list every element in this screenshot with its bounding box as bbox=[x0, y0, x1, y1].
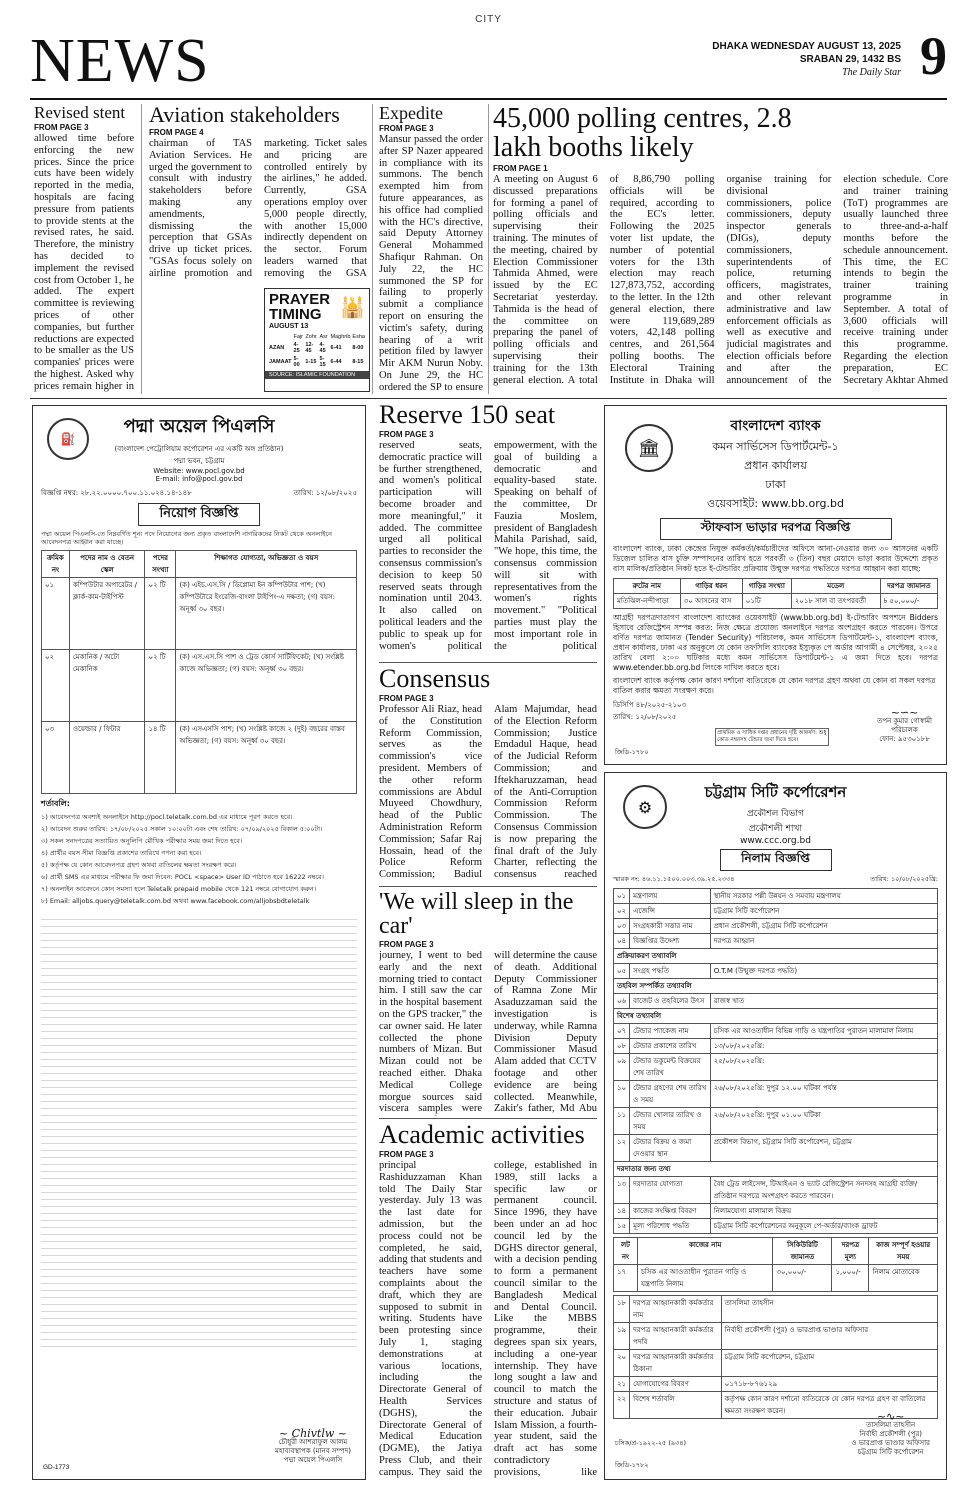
jump-source: FROM PAGE 3 bbox=[379, 940, 434, 949]
table-header: রুটের নাম bbox=[614, 579, 681, 594]
ad-memo: ডিসিপি ৪৮/২০২৫-২১০৩ bbox=[613, 701, 687, 709]
prayer-cell: 12-45 bbox=[305, 342, 314, 354]
list-item: ৬) প্রার্থী SMS এর মাধ্যমে পরীক্ষার ফি জমা দিবেন: POCL <space> User ID পাঠাতে হবে 16222 নম্বরে। bbox=[41, 873, 324, 881]
story-rule bbox=[379, 886, 597, 887]
table-cell: টেন্ডার ডকুমেন্ট বিক্রয়ের শেষ তারিখ bbox=[630, 1054, 711, 1081]
story-expedite bbox=[379, 104, 483, 394]
table-cell: ০২ bbox=[614, 904, 630, 919]
table-row bbox=[614, 904, 938, 919]
table-cell: (ক) এইচ.এস.সি / ডিপ্লোমা ইন কম্পিউটার পাশ; (খ) কম্পিউটারে ইংরেজি-বাংলা টাইপিং-এ দক্ষতা; (গ) বয়স: অনূর্ধ্ব ৩০ বছর। bbox=[176, 578, 357, 650]
section-rule bbox=[30, 398, 947, 399]
table-row bbox=[614, 1377, 938, 1392]
jump-source: FROM PAGE 3 bbox=[379, 430, 434, 439]
signature-name: তাসলিমা তাহসীন bbox=[866, 1421, 916, 1429]
page-title: NEWS bbox=[30, 27, 210, 95]
table-cell: ১২ bbox=[614, 1135, 630, 1162]
signature-mark: ~ Chivtlw ~ bbox=[278, 1427, 347, 1440]
table-cell: ০৮ bbox=[614, 1039, 630, 1054]
table-cell: ০২ টি bbox=[145, 650, 176, 722]
tender-table bbox=[613, 578, 938, 609]
table-cell: বিজ্ঞপ্তির উদ্দেশ্য bbox=[630, 934, 711, 949]
table-cell: দরপত্র আহ্বান bbox=[710, 934, 937, 949]
signature-mark: ~∽~ bbox=[890, 706, 919, 719]
headline: Expedite bbox=[379, 104, 443, 123]
ad-website: www.ccc.org.bd bbox=[740, 836, 811, 846]
ad-email: E-mail: info@pocl.gov.bd bbox=[155, 475, 243, 483]
table-header: পদের সংখ্যা bbox=[145, 551, 176, 578]
prayer-date: AUGUST 13 bbox=[269, 323, 309, 330]
table-cell: ১০ bbox=[614, 1081, 630, 1108]
table-cell: কম্পিউটার অপারেটর / ক্লার্ক-কাম-টাইপিস্ট bbox=[69, 578, 145, 650]
table-row bbox=[614, 964, 938, 979]
table-cell: টেন্ডার বিক্রয় ও জমা দেওয়ার স্থান bbox=[630, 1135, 711, 1162]
table-cell: দরপত্র আহ্বানকারী কর্মকর্তার নাম bbox=[630, 1296, 722, 1323]
signature-name: তপন কুমার গোস্বামী bbox=[877, 717, 932, 725]
table-cell: ০৭ bbox=[614, 1024, 630, 1039]
table-cell: ১৩ bbox=[614, 1177, 630, 1204]
table-row bbox=[614, 1219, 938, 1234]
table-cell: মেকানিক / অটো মেকানিক bbox=[69, 650, 145, 722]
prayer-table bbox=[268, 333, 366, 369]
list-item: ১) আবেদনপত্র অবশ্যই অনলাইনে http://pocl.teletalk.com.bd এর মাধ্যমে পূরণ করতে হবে। bbox=[41, 813, 293, 821]
table-cell: ১৭ bbox=[614, 1265, 638, 1292]
list-item: ৩) সকল সনদপত্রের সত্যায়িত অনুলিপি মৌখিক পরীক্ষার সময় জমা দিতে হবে। bbox=[41, 837, 243, 845]
table-row bbox=[614, 1039, 938, 1054]
ad-intro: পদ্মা অয়েল পিএলসি-তে নিম্নবর্ণিত শূন্য পদে নিয়োগের জন্য প্রকৃত বাংলাদেশি নাগরিকদের নিকট থেকে অনলাইনে আবেদনপত্র আহ্বান করা যাচ্ছে। bbox=[41, 530, 333, 546]
table-cell: ০১ bbox=[42, 578, 70, 650]
table-cell: ১৪ টি bbox=[145, 722, 176, 794]
story-body: A meeting on August 6 discussed preparations for forming a panel of polling officials and supervising their training. The minutes of the meeting, chaired by Election Commissioner Tahmida Ahmed, were issued by the EC Secretariat yesterday. Tahmida is the head of the committee on preparing the panel of polling officials and supervising their training for the 13th general election. A total of 8,86,790 polling officials will be required, according to the EC's letter. Following the 2025 voter list update, the number of potential voters for the 13th election may reach 127,873,752, according to the letter. In the 12th general election, there were 119,689,289 voters, 42,148 polling centres, and 261,564 polling booths. The Electoral Training Institute in Dhaka will organise training for divisional commissioners, police commissioners, deputy inspector generals (DIGs), deputy commissioners, superintendents of police, returning officers, magistrates, and other relevant administrative and law enforcement officials as well as executive and judicial magistrates and election officials before and after the announcement of the election schedule. Core and trainer training (ToT) programmes are usually launched three to three-and-a-half months before the schedule announcement. This time, the EC intends to begin the trainer training programme in September. A total of 3,600 officials will receive training under this programme. Regarding the election preparation, EC Secretary Akhtar Ahmed bbox=[493, 174, 948, 386]
ad-chattogram-city bbox=[604, 772, 947, 1480]
table-header: কাজের নাম bbox=[637, 1238, 772, 1265]
ad-notice-title: নিয়োগ বিজ্ঞপ্তি bbox=[138, 503, 260, 526]
column-divider bbox=[372, 104, 373, 394]
conditions-list bbox=[41, 811, 357, 907]
jump-source: FROM PAGE 3 bbox=[379, 1150, 434, 1159]
table-cell: (ক) এস.এস.সি পাশ ও ট্রেড কোর্স সার্টিফিকেট; (খ) সংশ্লিষ্ট কাজে অভিজ্ঞতা; (গ) বয়স: অনূর্ধ্ব ৩০ বছর। bbox=[176, 650, 357, 722]
ad-website: Website: www.pocl.gov.bd bbox=[153, 467, 245, 475]
dateline-bangla: SRABAN 29, 1432 BS bbox=[799, 54, 901, 65]
table-header: ক্রমিক নং bbox=[42, 551, 70, 578]
dateline bbox=[712, 40, 901, 79]
dateline-gregorian: DHAKA WEDNESDAY AUGUST 13, 2025 bbox=[712, 41, 901, 52]
table-cell: ২২ bbox=[614, 1392, 630, 1419]
ad-note: প্রাথমিক ও সাধিক দপ্তর প্রধানের দৃষ্টি আকর্ষণ: শুধু কোড নম্বরসহ টেন্ডার জমা দিতে হবে। bbox=[715, 728, 829, 746]
table-cell: ০২ bbox=[42, 650, 70, 722]
list-item: ৮) Email: alljobs.query@teletalk.com.bd অথবা www.facebook.com/alljobsbdteletalk bbox=[41, 897, 310, 905]
jump-source: FROM PAGE 3 bbox=[379, 694, 434, 703]
table-cell: ২০১৮ সাল বা তৎপরবর্তী bbox=[791, 594, 880, 609]
gd-number: জিডি-১৭৮২ bbox=[615, 1461, 649, 1469]
prayer-title-2: TIMING bbox=[269, 306, 322, 323]
table-cell: ৳ ৫০,০০০/- bbox=[880, 594, 937, 609]
story-reserve bbox=[379, 402, 597, 660]
table-header: দরপত্র মূল্য bbox=[832, 1238, 869, 1265]
table-cell: ৩০ আসনের বাস bbox=[680, 594, 742, 609]
table-row bbox=[614, 889, 938, 904]
bank-seal-icon: 🏛 bbox=[625, 424, 673, 472]
table-cell: টেন্ডার খোলার তারিখ ও সময় bbox=[630, 1108, 711, 1135]
jump-source: FROM PAGE 3 bbox=[379, 124, 434, 133]
table-cell: মতিঝিল-নন্দীপাড়া bbox=[614, 594, 681, 609]
table-cell: ০২ টি bbox=[145, 578, 176, 650]
table-cell: এজেন্সি bbox=[630, 904, 711, 919]
section-title: দরদাতার জন্য তথ্য bbox=[614, 1162, 938, 1177]
table-cell: টেন্ডার প্যাকেজ নাম bbox=[630, 1024, 711, 1039]
table-cell: দরপত্র আহ্বানকারী কর্মকর্তার ঠিকানা bbox=[630, 1350, 722, 1377]
prayer-cell: 1-15 bbox=[305, 359, 317, 365]
table-cell: ১৮ bbox=[614, 1296, 630, 1323]
story-sleep bbox=[379, 890, 597, 1116]
story-body: chairman of TAS Aviation Services. He urged the government to consult with industry stakeholders before making any amendments, dismissing the perception that GSAs drive up ticket prices. "GSAs focus solely on airline promotion and marketing. Ticket sales and pricing are controlled entirely by the airlines," he added. Currently, GSA operations employ over 5,000 people directly, with another 15,000 indirectly dependent on the sector. Forum leaders warned that removing the GSA bbox=[149, 138, 367, 279]
table-row bbox=[614, 1081, 938, 1108]
ad-notice-title: স্টাফবাস ভাড়ার দরপত্র বিজ্ঞপ্তি bbox=[660, 518, 892, 540]
ad-intro: বাংলাদেশ ব্যাংক, ঢাকা কেন্দ্রের নিযুক্ত কর্মকর্তা/কর্মচারীদের অফিসে আনা-নেওয়ার জন্য ৩০ আসনের একটি ডিজেল চালিত বাস চুক্তি সম্পাদনের তারিখ হতে পরবর্তী ৩ (তিন) বছর মেয়াদে ভাড়া করার উদ্দেশ্যে প্রকৃত বাস মালিক/প্রতিষ্ঠান নিকট হতে ই-টেন্ডারিং প্রক্রিয়ায় উন্মুক্ত দরপত্র পদ্ধতিতে দরপত্র আহ্বান করা যাচ্ছে: bbox=[613, 544, 938, 573]
ad-memo: বিজ্ঞপ্তি নম্বর: ২৮.২২.০০০০.৭০০.১১.০২৪.১৪-১৪৮ bbox=[41, 489, 192, 497]
prayer-source: SOURCE: ISLAMIC FOUNDATION bbox=[265, 371, 369, 379]
ad-notice-title: নিলাম বিজ্ঞপ্তি bbox=[720, 849, 832, 871]
headline: Reserve 150 seat bbox=[379, 402, 556, 429]
table-cell: বৈধ ট্রেড লাইসেন্স, টিআইএন ও ভ্যাট রেজিস্ট্রেশন সনদসহ আগ্রহী ব্যক্তি/প্রতিষ্ঠান দরপত্রে অংশগ্রহণ করতে পারবেন। bbox=[710, 1177, 937, 1204]
table-cell: সংগ্রহকারী সত্তার নাম bbox=[630, 919, 711, 934]
table-header: সিকিউরিটি জামানত bbox=[773, 1238, 832, 1265]
table-cell: কর্তৃপক্ষ কোন কারণ দর্শানো ব্যতিরেকে যে কোন দরপত্র গ্রহণ বা বাতিলের ক্ষমতা সংরক্ষণ করেন। bbox=[721, 1392, 937, 1419]
ad-signature bbox=[275, 1429, 351, 1465]
jump-source: FROM PAGE 1 bbox=[493, 164, 548, 173]
table-cell: কাজের সংক্ষিপ্ত বিবরণ bbox=[630, 1204, 711, 1219]
table-cell: যোগাযোগের বিবরণ bbox=[630, 1377, 722, 1392]
prayer-header: Fajr bbox=[293, 334, 303, 340]
table-header: গাড়ির সংখ্যা bbox=[742, 579, 791, 594]
ad-bangladesh-bank bbox=[604, 405, 947, 765]
table-cell: ২৬/০৮/২০২৫খ্রি: দুপুর ০১.০০ ঘটিকা bbox=[710, 1108, 937, 1135]
ad-dept: প্রকৌশল বিভাগ bbox=[747, 809, 804, 819]
table-cell: ১৪ bbox=[614, 1204, 630, 1219]
story-body: Mansur passed the order after SP Nazer appeared in compliance with its summons. The bench exempted him from future appearances, as his office had complied with the HC's directive, said Deputy Attorney General Mohammed Shafiqur Rahman. On July 22, the HC summoned the SP for failing to properly submit a compliance report on ensuring the victim's safety, during hearing of a writ petition filed by lawyer Mir AKM Nurun Noby. On June 29, the HC ordered the SP to ensure bbox=[379, 134, 483, 393]
table-cell: ০৩ bbox=[614, 919, 630, 934]
ad-memo: স্মারক নং: ৪৬.১১.১৫০০.০০৩.৩৯.২৫.২৩৩৪ bbox=[613, 875, 735, 883]
headline: Aviation stakeholders bbox=[149, 104, 340, 127]
jump-source: FROM PAGE 3 bbox=[34, 123, 89, 132]
prayer-cell: 6-44 bbox=[330, 359, 342, 365]
prayer-header: Zohr bbox=[305, 334, 317, 340]
table-cell: চট্টগ্রাম সিটি কর্পোরেশন bbox=[710, 904, 937, 919]
officer-table bbox=[613, 1295, 938, 1423]
prayer-cell: JAMAAT bbox=[269, 359, 292, 365]
table-header: গাড়ির ধরন bbox=[680, 579, 742, 594]
signature-org: পদ্মা অয়েল পিএলসি bbox=[283, 1456, 343, 1464]
signature-phone: ফোন: ৯৫৩০১৮৮ bbox=[879, 735, 930, 743]
prayer-cell: AZAN bbox=[269, 345, 285, 351]
table-cell: মূল্য পরিশোধ পদ্ধতি bbox=[630, 1219, 711, 1234]
table-cell: নিলাম মোতাবেক bbox=[869, 1265, 938, 1292]
table-cell: ০১ bbox=[614, 889, 630, 904]
table-cell: ২৬/০৮/২০২৫খ্রি: দুপুর ১২.০০ ঘটিকা পর্যন্ত bbox=[710, 1081, 937, 1108]
page-number: 9 bbox=[920, 26, 947, 86]
table-cell: প্রধান প্রকৌশলী, চট্টগ্রাম সিটি কর্পোরেশন bbox=[710, 919, 937, 934]
table-cell: ১১ bbox=[614, 1108, 630, 1135]
padma-logo-icon: ⛽ bbox=[47, 418, 89, 460]
story-body: reserved seats, democratic practice will be further strengthened, and women's political participation will become broader and more meaningful," it added. The committee urged all political parties to reconsider the consensus commission's decision to keep 50 reserved seats through nomination until 2043. It also called on political leaders and the public to speak up for women's political empowerment, with the goal of building a democratic and equality-based state. Speaking on behalf of the committee, Dr Fauzia Moslem, president of Bangladesh Mahila Parishad, said, "We hope, this time, the consensus commission will sit with representatives from the women's rights movement." "Political parties must play the most important role in the political bbox=[379, 440, 597, 652]
signature-title: মহাব্যবস্থাপক (মানব সম্পদ) bbox=[274, 1447, 351, 1455]
table-row bbox=[614, 1024, 938, 1039]
story-polling bbox=[493, 104, 948, 394]
table-header: শিক্ষাগত যোগ্যতা, অভিজ্ঞতা ও বয়স bbox=[176, 551, 357, 578]
story-rule bbox=[379, 1118, 597, 1119]
table-row bbox=[42, 578, 357, 650]
column-divider bbox=[488, 104, 489, 394]
ad-address: পদ্মা ভবন, চট্টগ্রাম bbox=[173, 457, 225, 465]
mosque-icon: 🕌 bbox=[340, 295, 365, 319]
table-cell: দরদাতার যোগ্যতা bbox=[630, 1177, 711, 1204]
table-cell: ০৩ bbox=[42, 722, 70, 794]
list-item: ২) আবেদন শুরুর তারিখ: ১৭/০৮/২০২৫ সকাল ১০:০০টা এবং শেষ তারিখ: ০৭/০৯/২০২৫ বিকাল ৫:০০টা। bbox=[41, 825, 323, 833]
headline: Revised stent bbox=[34, 104, 126, 122]
story-rule bbox=[379, 662, 597, 663]
paper-logo: The Daily Star bbox=[842, 67, 901, 78]
table-header: কাজ সম্পূর্ণ হওয়ার সময় bbox=[869, 1238, 938, 1265]
table-row bbox=[614, 1135, 938, 1162]
table-cell: রাজস্ব খাত bbox=[710, 994, 937, 1009]
list-item: ৭) অনলাইন আবেদনে কোন সমস্যা হলে Teletalk prepaid mobile থেকে 121 নম্বরে যোগাযোগ করুন। bbox=[41, 885, 317, 893]
table-cell: ওয়েল্ডার / ফিটার bbox=[69, 722, 145, 794]
section-title: তহবিল সম্পর্কিত তথ্যাবলি bbox=[614, 979, 938, 994]
column-divider bbox=[141, 104, 142, 394]
section-label: CITY bbox=[475, 14, 502, 25]
table-cell: চসিক এর আওতাধীন পুরাতন গাড়ি ও যন্ত্রপাতি নিলাম bbox=[637, 1265, 772, 1292]
signature-title-2: ও ভারপ্রাপ্ত ভাণ্ডার অফিসার bbox=[851, 1439, 930, 1447]
table-cell: নিলামযোগ্য মালামাল বিক্রয় bbox=[710, 1204, 937, 1219]
table-cell: ২১ bbox=[614, 1377, 630, 1392]
prayer-header bbox=[268, 333, 293, 341]
table-cell: বিশেষ শর্তাবলি bbox=[630, 1392, 722, 1419]
prayer-title: PRAYER bbox=[269, 291, 331, 308]
print-number: চসিক/প্র-১৯২২-২৫ (৯৩৪) bbox=[615, 1439, 687, 1447]
table-header: দরপত্র জামানত bbox=[880, 579, 937, 594]
table-cell: তাসলিমা তাহসীন bbox=[721, 1296, 937, 1323]
table-row bbox=[42, 650, 357, 722]
table-cell: নির্বাহী প্রকৌশলী (পুর) ও ভারপ্রাপ্ত ভাণ্ডার অফিসার bbox=[721, 1323, 937, 1350]
table-cell: ২৫/০৮/২০২৫খ্রি: bbox=[710, 1054, 937, 1081]
ad-signature bbox=[877, 708, 932, 744]
ad-office: প্রধান কার্যালয় bbox=[744, 459, 807, 472]
table-header: পদের নাম ও বেতন স্কেল bbox=[69, 551, 145, 578]
table-cell: O.T.M (উন্মুক্ত দরপত্র পদ্ধতি) bbox=[710, 964, 937, 979]
prayer-cell: 8-00 bbox=[352, 345, 364, 351]
ad-memo-row bbox=[41, 487, 357, 499]
story-body: principal Rashiduzzaman Khan told The Daily Star yesterday. July 13 was the last date for admission, but the process could not be completed, he said, adding that students and teachers have some complaints about the draft, which they are supposed to submit in writing. Students have been protesting since July 1, staging demonstrations at various locations, including the Directorate General of Health Services (DGHS), the Directorate General of Medical Education (DGME), the Jatiya Press Club, and their campus. They said the college, established in 1989, still lacks a specific law or permanent council. Since 1996, they have been under an ad hoc council led by the DGHS director general, with a decision pending to form a permanent council similar to the Bangladesh Medical and Dental Council. Like the MBBS programme, their degrees span six years, including a one-year internship. They have long sought a law and council to match the structure and status of their education. Jubair Islam Mission, a fourth-year student, said the draft act has some contradictory provisions, like bbox=[379, 1160, 597, 1478]
conditions-title: শর্তাবলি: bbox=[41, 799, 70, 808]
ad-branch: প্রকৌশলী শাখা bbox=[748, 824, 803, 834]
prayer-cell: 5-15 bbox=[319, 356, 326, 368]
table-header: মডেল bbox=[791, 579, 880, 594]
ad-date: তারিখ: ১২/০৮/২০২৫ bbox=[613, 713, 677, 721]
table-row bbox=[614, 919, 938, 934]
signature-name: চৌধুরী আশরাফুল আলম bbox=[278, 1438, 348, 1446]
headline: Consensus bbox=[379, 666, 491, 693]
list-item: ৫) কর্তৃপক্ষ যে কোন আবেদনপত্র গ্রহণ অথবা বাতিলের ক্ষমতা সংরক্ষণ করে। bbox=[41, 861, 237, 869]
table-cell: ০১টি bbox=[742, 594, 791, 609]
table-cell: ০১৭১৮-৮৭৬১২৯ bbox=[721, 1377, 937, 1392]
section-title: বিশেষ তথ্যাবলি bbox=[614, 1009, 938, 1024]
table-row bbox=[614, 1296, 938, 1323]
table-cell: ০৫ bbox=[614, 964, 630, 979]
story-body: journey, I went to bed early and the next morning tried to contact him. I still saw the car in the hospital basement on the GPS tracker," the car owner said. He later collected the phone numbers of Mizan. But Mizan could not be reached either. Dhaka Medical College morgue sources said viscera samples were will determine the cause of death. Additional Deputy Commissioner of Ramna Zone Mir Asaduzzaman said the investigation is underway, while Ramna Division Deputy Commissioner Masud Alam added that CCTV footage and other evidence are being collected. Meanwhile, Zakir's father, Md Abu bbox=[379, 950, 597, 1115]
story-body: Professor Ali Riaz, head of the Constitution Reform Commission, serves as the commission's vice president. Members of the other reform commissions are Abdul Muyeed Chowdhury, head of the Public Administration Reform Commission; Safar Raj Hossain, head of the Police Reform Commission; Badiul Alam Majumdar, head of the Election Reform Commission; Justice Emdadul Haque, head of the Judicial Reform Commission; and Iftekharuzzaman, head of the Anti-Corruption Commission Reform Commission. The Consensus Commission is now preparing the final draft of the July Charter, reflecting the consensus reached bbox=[379, 704, 597, 881]
table-cell: চট্টগ্রাম সিটি কর্পোরেশনের অনুকূলে পে-অর্ডার/ব্যাংক ড্রাফট bbox=[710, 1219, 937, 1234]
table-row bbox=[614, 1265, 938, 1292]
table-row bbox=[614, 1350, 938, 1377]
table-cell: ১৩/০৮/২০২৫খ্রি: bbox=[710, 1039, 937, 1054]
headline: 45,000 polling centres, 2.8 lakh booths likely bbox=[493, 104, 792, 163]
table-cell: ০৬ bbox=[614, 994, 630, 1009]
table-cell: টেন্ডার প্রকাশের তারিখ bbox=[630, 1039, 711, 1054]
ad-org-name: বাংলাদেশ ব্যাংক bbox=[730, 418, 821, 434]
story-body: allowed time before enforcing the new prices. Since the price cuts have been widely reported in the media, hospitals are facing pressure from patients to provide stents at the revised rates, he said. Therefore, the ministry has decided to implement the revised cost from October 1, he added. The expert committee is reviewing prices of other companies, but further reductions are expected to be smaller as the US companies' prices were the highest. Asked why prices remain higher in bbox=[34, 133, 134, 392]
section-title: প্রক্রিয়াকরণ তথ্যাবলি bbox=[614, 949, 938, 964]
table-row bbox=[42, 722, 357, 794]
fine-print-block bbox=[41, 913, 357, 1353]
table-cell: ১৫ bbox=[614, 1219, 630, 1234]
table-cell: ০৪ bbox=[614, 934, 630, 949]
table-cell: ৩০,০০০/- bbox=[773, 1265, 832, 1292]
auction-table bbox=[613, 888, 938, 1234]
headline: 'We will sleep in the car' bbox=[379, 890, 574, 939]
prayer-cell: 4-45 bbox=[319, 342, 326, 354]
table-cell: ১,০০০/- bbox=[832, 1265, 869, 1292]
ad-org-sub: (বাংলাদেশ পেট্রোলিয়াম কর্পোরেশন এর একটি অঙ্গ প্রতিষ্ঠান) bbox=[114, 445, 284, 453]
table-cell: চট্টগ্রাম সিটি কর্পোরেশন, চট্টগ্রাম bbox=[721, 1350, 937, 1377]
ad-org-name: পদ্মা অয়েল পিএলসি bbox=[123, 416, 275, 437]
list-item: ৪) প্রার্থীর বয়স সীমা বিজ্ঞপ্তি প্রকাশের তারিখে গণনা করা হবে। bbox=[41, 849, 202, 857]
table-cell: স্থানীয় সরকার পল্লী উন্নয়ন ও সমবায় মন্ত্রণালয় bbox=[710, 889, 937, 904]
prayer-header: Maghrib bbox=[330, 334, 351, 340]
table-row bbox=[614, 994, 938, 1009]
prayer-cell: 6-41 bbox=[330, 345, 342, 351]
gd-number: GD-1773 bbox=[43, 1464, 70, 1471]
table-cell: টেন্ডার গ্রহণের শেষ তারিখ ও সময় bbox=[630, 1081, 711, 1108]
ad-body: আগ্রহী দরপত্রদাতাগণ বাংলাদেশ ব্যাংকের ওয়েবসাইট (www.bb.org.bd) ই-টেন্ডারিং অপশনে Bidders হিসাবে রেজিস্ট্রেশন সম্পন্ন করত: নিজ ক্ষেত্রে প্রযোজ্য অনলাইনে দরপত্র অংশগ্রহণ করতে পারবেন। উপরে বর্ণিত দরপত্র জামানত (Tender Security) পরিচালক, কমন সার্ভিসেস ডিপার্টমেন্ট-১, বাংলাদেশ ব্যাংক, প্রধান কার্যালয়, ঢাকা এর অনুকূলে যে কোন তফসিলি ব্যাংকের ইস্যুকৃত পে অর্ডার আগামী ৪ সেপ্টেম্বর, ২০২৫ তারিখ বেলা ২:০০ ঘটিকার মধ্যে কমন সার্ভিসেস ডিপার্টমেন্ট-১ এ জমা দিতে হবে। দরপত্র www.etender.bb.org.bd লিংকে দাখিল করতে হবে। bbox=[613, 613, 938, 672]
table-row bbox=[614, 1108, 938, 1135]
ad-memo-row bbox=[613, 874, 938, 885]
ad-date: তারিখ: ১০/০৮/২০২৫খ্রি: bbox=[870, 875, 938, 883]
table-row bbox=[614, 594, 938, 609]
jump-source: FROM PAGE 4 bbox=[149, 128, 204, 137]
prayer-cell: 5-00 bbox=[293, 356, 300, 368]
table-cell: ১৯ bbox=[614, 1323, 630, 1350]
table-cell: দরপত্র আহ্বানকারী কর্মকর্তার পদবি bbox=[630, 1323, 722, 1350]
table-cell: (ক) এসএসসি পাশ; (খ) সংশ্লিষ্ট কাজে ২ (দুই) বছরের বাস্তব অভিজ্ঞতা; (গ) বয়স: অনূর্ধ্ব ৩০ বছর। bbox=[176, 722, 357, 794]
story-consensus bbox=[379, 666, 597, 884]
table-row bbox=[614, 1054, 938, 1081]
table-cell: ০৯ bbox=[614, 1054, 630, 1081]
ad-website: ওয়েবসাইট: www.bb.org.bd bbox=[707, 497, 844, 510]
lot-table bbox=[613, 1237, 938, 1292]
masthead-rule bbox=[30, 98, 947, 100]
table-row bbox=[614, 1323, 938, 1350]
ad-padma-oil bbox=[32, 405, 366, 1480]
ad-org-name: চট্টগ্রাম সিটি কর্পোরেশন bbox=[704, 783, 847, 801]
table-row bbox=[614, 1177, 938, 1204]
table-header: লট নং bbox=[614, 1238, 638, 1265]
prayer-header: Asr bbox=[319, 334, 328, 340]
ad-signature bbox=[851, 1412, 930, 1457]
ad-footer: বাংলাদেশ ব্যাংক কর্তৃপক্ষ কোন কারণ দর্শানো ব্যতিরেকে যে কোন দরপত্র গ্রহণ অথবা যে কোন বা সকল দরপত্র বাতিল করার ক্ষমতা সংরক্ষণ করে। bbox=[613, 676, 936, 695]
story-academic bbox=[379, 1122, 597, 1482]
table-cell: মন্ত্রণালয় bbox=[630, 889, 711, 904]
gd-number: জিডি-১৭৮০ bbox=[615, 748, 649, 756]
prayer-cell: 8-15 bbox=[352, 359, 364, 365]
table-cell: সংগ্রহ পদ্ধতি bbox=[630, 964, 711, 979]
table-cell: বাজেট ও তহবিলের উৎস bbox=[630, 994, 711, 1009]
ad-city: ঢাকা bbox=[765, 478, 786, 491]
table-cell: প্রকৌশল বিভাগ, চট্টগ্রাম সিটি কর্পোরেশন, চট্টগ্রাম bbox=[710, 1135, 937, 1162]
prayer-timing-box bbox=[264, 288, 370, 392]
prayer-header: Esha bbox=[352, 334, 365, 340]
ad-date: তারিখ: ১২/০৮/২০২৫ bbox=[293, 489, 357, 497]
signature-title: পরিচালক bbox=[891, 726, 918, 734]
ad-dept: কমন সার্ভিসেস ডিপার্টমেন্ট-১ bbox=[712, 440, 839, 453]
story-revised-stent bbox=[34, 104, 134, 394]
table-cell: চসিক এর আওতাধীন বিভিন্ন গাড়ি ও যন্ত্রপাতির পুরাতন মালামাল নিলাম bbox=[710, 1024, 937, 1039]
headline: Academic activities bbox=[379, 1122, 585, 1149]
table-row bbox=[614, 934, 938, 949]
prayer-cell: 4-25 bbox=[293, 342, 300, 354]
table-row bbox=[614, 1204, 938, 1219]
signature-mark: ~∿~ bbox=[876, 1410, 905, 1423]
signature-title: নির্বাহী প্রকৌশলী (পুর) bbox=[859, 1430, 922, 1438]
vacancy-table bbox=[41, 550, 357, 794]
signature-org: চট্টগ্রাম সিটি কর্পোরেশন bbox=[857, 1448, 924, 1456]
city-seal-icon: ⚙ bbox=[623, 785, 667, 829]
table-cell: ২০ bbox=[614, 1350, 630, 1377]
